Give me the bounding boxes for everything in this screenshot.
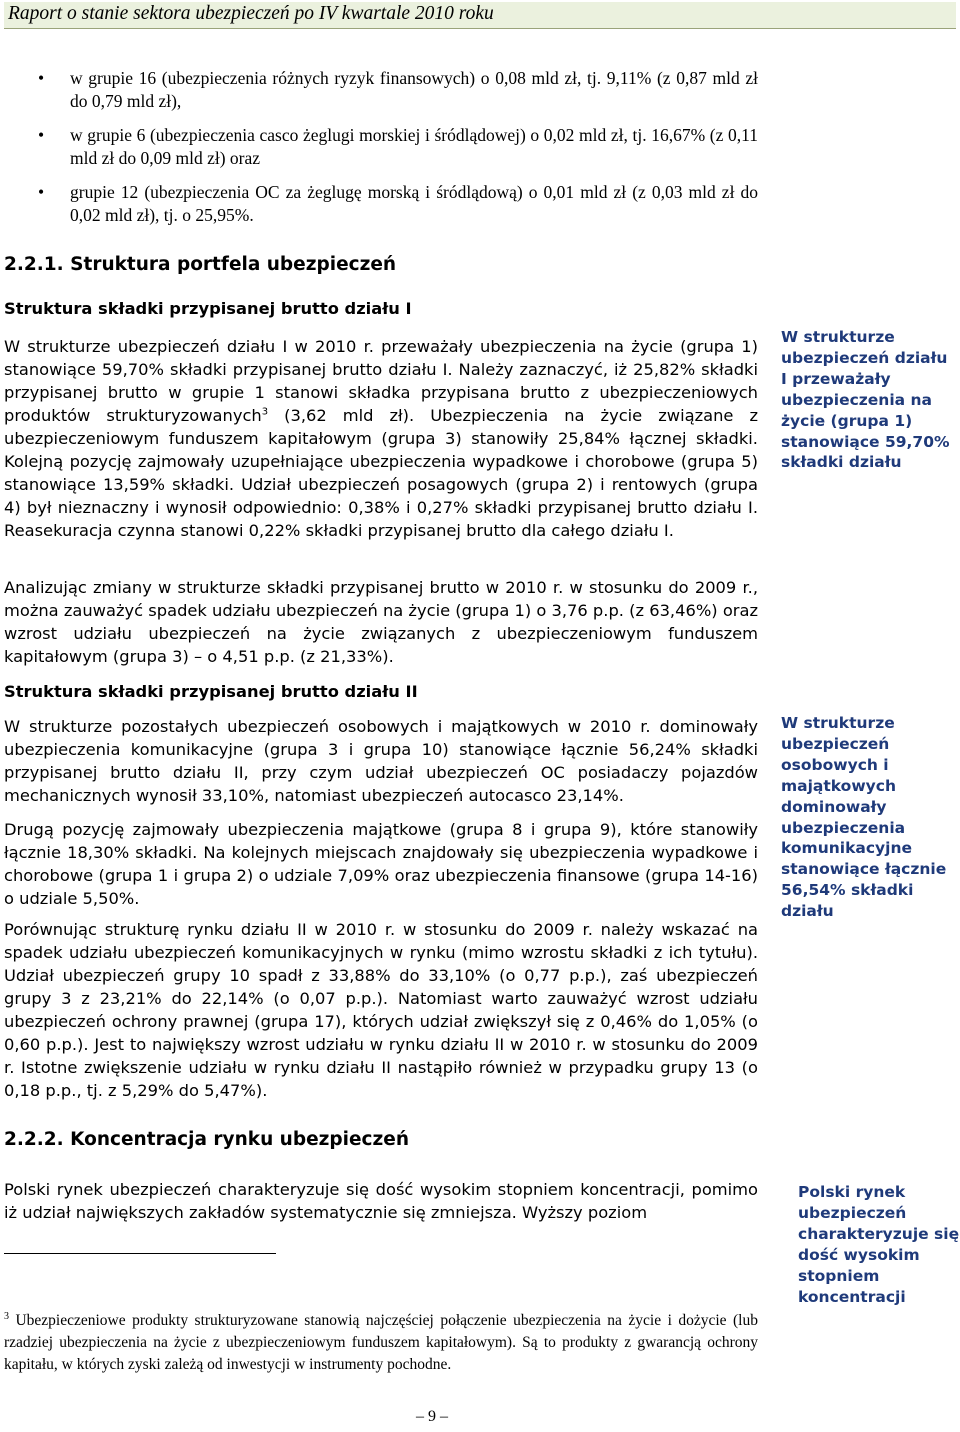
paragraph-text: W strukturze ubezpieczeń działu I w 2010 r. przeważały ubezpieczenia na życie (grupa 1) stanowiące 59,70% składki przypisanej brutto działu I. Należy zaznaczyć, iż 25,82% składki przypisanej brutto w grupie 1 stanowi składka przypisana brutto z ubezpieczeniowych produktów strukturyzowanych xyxy=(4,337,758,425)
footnote-mark: 3 xyxy=(4,1310,9,1322)
footnote-separator xyxy=(4,1253,276,1254)
bullet-marker: • xyxy=(38,68,45,88)
footnote-text: Ubezpieczeniowe produkty strukturyzowane stanowią najczęściej połączenie ubezpieczenia na życie i dożycie (lub rzadziej ubezpieczenia na życie z ubezpieczeniowym funduszem kapitałowym). Są to produkty z gwarancją ochrony kapitału, w których zyski zależą od inwestycji w instrumenty pochodne. xyxy=(4,1312,758,1373)
section-title: Koncentracja rynku ubezpieczeń xyxy=(70,1129,409,1150)
running-header-title: Raport o stanie sektora ubezpieczeń po IV kwartale 2010 roku xyxy=(8,3,494,24)
margin-note-concentration: Polski rynek ubezpieczeń charakteryzuje się dość wysokim stopniem koncentracji xyxy=(798,1183,960,1306)
margin-note-dzial-2: W strukturze ubezpieczeń osobowych i majątkowych dominowały ubezpieczenia komunikacyjne stanowiące łącznie 56,54% składki działu xyxy=(781,714,947,921)
footnote xyxy=(4,1310,758,1376)
bullet-item-1: w grupie 16 (ubezpieczenia różnych ryzyk finansowych) o 0,08 mld zł, tj. 9,11% (z 0,87 mld zł do 0,79 mld zł), xyxy=(70,68,758,111)
running-header xyxy=(4,2,956,29)
footnote-reference[interactable]: 3 xyxy=(261,406,269,418)
paragraph-dzial-2-property: Drugą pozycję zajmowały ubezpieczenia majątkowe (grupa 8 i grupa 9), które stanowiły łącznie 18,30% składki. Na kolejnych miejscach znajdowały się ubezpieczenia wypadkowe i chorobowe (grupa 1 i grupa 2) o udziale 7,09% oraz ubezpieczenia finansowe (grupa 14-16) o udziale 5,50%. xyxy=(4,820,758,908)
bullet-marker: • xyxy=(38,182,45,202)
section-number: 2.2.1. xyxy=(4,254,64,275)
section-number: 2.2.2. xyxy=(4,1129,64,1150)
margin-note-dzial-1: W strukturze ubezpieczeń działu I przeważały ubezpieczenia na życie (grupa 1) stanowiące 59,70% składki działu xyxy=(781,328,950,472)
paragraph-dzial-1-changes: Analizując zmiany w strukturze składki przypisanej brutto w 2010 r. w stosunku do 2009 r., można zauważyć spadek udziału ubezpieczeń na życie (grupa 1) o 3,76 p.p. (z 63,46%) oraz wzrost udziału ubezpieczeń na życie związanych z ubezpieczeniowym funduszem kapitałowym (grupa 3) – o 4,51 p.p. (z 21,33%). xyxy=(4,578,758,666)
bullet-item-2: w grupie 6 (ubezpieczenia casco żeglugi morskiej i śródlądowej) o 0,02 mld zł, tj. 16,67% (z 0,11 mld zł do 0,09 mld zł) oraz xyxy=(70,125,758,168)
paragraph-dzial-2-comparison: Porównując strukturę rynku działu II w 2010 r. w stosunku do 2009 r. należy wskazać na spadek udziału ubezpieczeń komunikacyjnych w rynku (mimo wzrostu składki z ich tytułu). Udział ubezpieczeń grupy 10 spadł z 33,88% do 33,10% (o 0,77 p.p.), zaś ubezpieczeń grupy 3 z 23,21% do 22,14% (o 0,07 p.p.). Natomiast warto zauważyć wzrost udziału ubezpieczeń ochrony prawnej (grupa 17), których udział zwiększył się z 0,46% do 1,05% (o 0,60 p.p.). Jest to największy wzrost udziału w rynku działu II w 2010 r. w stosunku do 2009 r. Istotne zwiększenie udziału w rynku działu II nastąpiło również w przypadku grupy 13 (o 0,18 p.p., tj. z 5,29% do 5,47%). xyxy=(4,920,758,1100)
page-number: – 9 – xyxy=(416,1408,448,1425)
bullet-marker: • xyxy=(38,125,45,145)
subheading-dzial-2: Struktura składki przypisanej brutto działu II xyxy=(4,682,418,701)
paragraph-text: (3,62 mld zł). Ubezpieczenia na życie związane z ubezpieczeniowym funduszem kapitałowym (grupa 3) stanowiły 25,84% łącznej składki. Kolejną pozycję zajmowały uzupełniające ubezpieczenia wypadkowe i chorobowe (grupa 5) stanowiące 13,59% składki. Udział ubezpieczeń posagowych (grupa 2) i rentowych (grupa 4) był nieznaczny i wynosił odpowiednio: 0,38% i 0,27% składki przypisanej brutto działu I. Reasekuracja czynna stanowi 0,22% składki przypisanej brutto dla całego działu I. xyxy=(4,406,758,540)
section-heading-222 xyxy=(4,1128,764,1151)
bullet-item-3: grupie 12 (ubezpieczenia OC za żeglugę morską i śródlądową) o 0,01 mld zł (z 0,03 mld zł do 0,02 mld zł), tj. o 25,95%. xyxy=(70,182,758,225)
paragraph-concentration: Polski rynek ubezpieczeń charakteryzuje się dość wysokim stopniem koncentracji, pomimo iż udział największych zakładów systematycznie się zmniejsza. Wyższy poziom xyxy=(4,1180,758,1222)
paragraph-dzial-2-structure: W strukturze pozostałych ubezpieczeń osobowych i majątkowych w 2010 r. dominowały ubezpieczenia komunikacyjne (grupa 3 i grupa 10) stanowiące łącznie 56,24% składki przypisanej brutto działu II, przy czym udział ubezpieczeń OC posiadaczy pojazdów mechanicznych wynosił 33,10%, natomiast ubezpieczeń autocasco 23,14%. xyxy=(4,717,758,805)
section-heading-221 xyxy=(4,253,764,276)
subheading-dzial-1: Struktura składki przypisanej brutto działu I xyxy=(4,299,412,318)
section-title: Struktura portfela ubezpieczeń xyxy=(70,254,397,275)
paragraph-dzial-1-structure xyxy=(4,335,758,542)
